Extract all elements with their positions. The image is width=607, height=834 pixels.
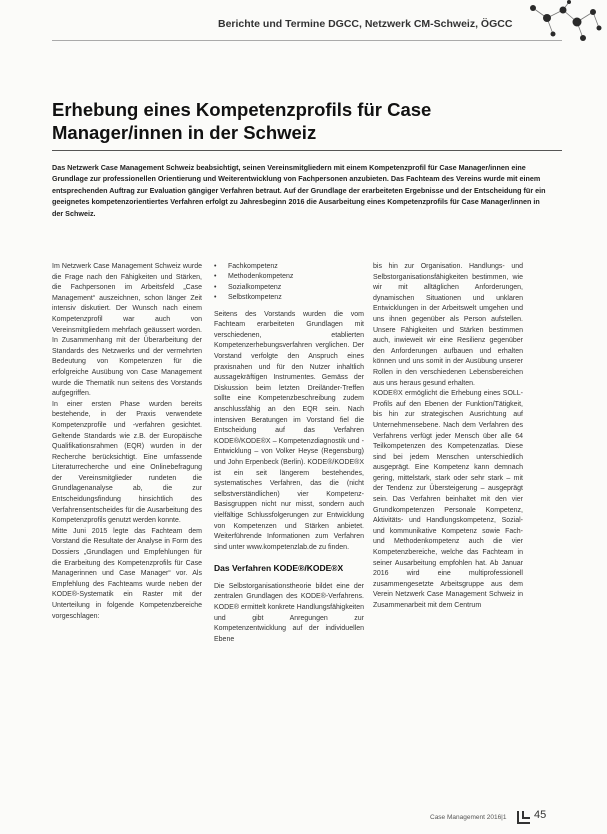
article-lead: Das Netzwerk Case Management Schweiz beabsichtigt, seinen Vereinsmitgliedern mit einem Kompetenzprofil für Case Manager/innen eine Grundlage zur professionellen Orientierung und Weiterentwicklung von Fachpersonen anzubieten. Das Fachteam des Vereins wurde mit einem entsprechenden Auftrag zur Evaluation gängiger Verfahren betraut. Auf der Grundlage der erarbeiteten Ergebnisse und der Entscheidung für ein geeignetes kompetenzorientiertes Verfahren erfolgt zu Jahresbeginn 2016 die Ausarbeitung eines Kompetenzprofils für Case Manager/innen in der Schweiz. bbox=[52, 163, 546, 218]
paragraph: KODE®X ermöglicht die Erhebung eines SOLL-Profils auf den Ebenen der Funktion/Tätigkeit, bis hin zur strategischen Ausrichtung auf Unternehmensebene. Nach dem Verfahren des Verfahrens verfügt jeder Mensch über alle 64 Teilkompetenzen des Kompetenzatlas. Diese sind bei jedem Menschen unterschiedlich ausgeprägt. Eine Kompetenz kann demnach gering, mittelstark, stark oder sehr stark – mit der Tendenz zur Übersteigerung – ausgeprägt sein. Das Verfahren beinhaltet mit den vier Grundkompetenzen Personale Kompetenz, Aktivitäts- und Handlungskompetenz, Sozial- und kommunikative Kompetenz sowie Fach- und Methodenkompetenz auch die vier Kompetenzbereiche, welche das Fachteam in seiner Ausarbeitung empfohlen hat. Ab Januar 2016 wird eine multiprofessionell zusammengesetzte Arbeitsgruppe aus dem Verein Netzwerk Case Management Schweiz in Zusammenarbeit mit dem Centrum bbox=[373, 390, 523, 609]
paragraph: Die Selbstorganisationstheorie bildet eine der zentralen Grundlagen des KODE®-Verfahrens. KODE® ermittelt konkrete Handlungsfähigkeiten und gibt Anregungen zur Kompetenzentwicklung auf der individuellen Ebene bbox=[214, 582, 364, 643]
list-item: • Selbstkompetenz bbox=[214, 293, 364, 303]
header-divider bbox=[52, 40, 562, 41]
list-item: • Fachkompetenz bbox=[214, 262, 364, 272]
logo-icon bbox=[517, 810, 531, 824]
page-number: 45 bbox=[534, 809, 547, 821]
paragraph: bis hin zur Organisation. Handlungs- und Selbstorganisationsfähigkeiten bestimmen, wie wir mit alltäglichen Anforderungen, dynamischen Situationen und unklaren Entwicklungen in der Arbeitswelt umgehen und uns ihnen gegenüber als Person aufstellen. Unsere Fähigkeiten und Stärken bestimmen auch, inwieweit wir eine Resilienz gegenüber den Anforderungen aufbauen und erhalten können und uns somit in der Ausübung unserer Rollen in den verschiedenen Lebensbereichen aus uns heraus gesund erhalten. bbox=[373, 263, 523, 387]
article-title: Erhebung eines Kompetenzprofils für Case Manager/innen in der Schweiz bbox=[52, 99, 432, 143]
title-divider bbox=[52, 150, 562, 151]
list-item: • Methodenkompetenz bbox=[214, 272, 364, 282]
subheading: Das Verfahren KODE®/KODE®X bbox=[214, 563, 344, 574]
paragraph: Mitte Juni 2015 legte das Fachteam dem Vorstand die Resultate der Analyse in Form des Dossiers „Grundlagen und Empfehlungen für die Erarbeitung des Kompetenzprofils für Case Managerinnen und Case Manager“ vor. Als Empfehlung des Fachteams wurde neben der KODE®-Systematik ein Raster mit der Unterteilung in folgende Kompetenzbereiche vorgeschlagen: bbox=[52, 527, 202, 620]
paragraph: Seitens des Vorstands wurden die vom Fachteam erarbeiteten Grundlagen mit verschiedenen, etablierten Kompetenzerhebungsverfahren verglichen. Der Vorstand verfolgte den Anspruch eines praxisnahen und für den Nutzer inhaltlich aussagekräftigen Instrumentes. Gemäss der Diskussion beim letzten Dreiländer-Treffen sollte eine Kompetenzbeschreibung zudem anschlussfähig an den EQR sein. Nach intensiven Beratungen im Vorstand fiel die Entscheidung auf das Verfahren KODE®/KODE®X – Kompetenzdiagnostik und -Entwicklung – von Volker Heyse (Regensburg) und John Erpenbeck (Berlin). KODE®/KODE®X ist ein seit längerem bestehendes, systematisches Verfahren, das die (nicht selbstverständlichen) vier Kompetenz-Basisgruppen nicht nur misst, sondern auch vielfältige Schlussfolgerungen zur Entwicklung von Kompetenzen und Stärken anbietet. Weiterführende Informationen zum Verfahren sind unter www.kompetenzlab.de zu finden. bbox=[214, 310, 364, 551]
column-2 bbox=[214, 262, 364, 645]
magazine-name: Case Management 2016|1 bbox=[430, 814, 507, 821]
page-footer bbox=[430, 808, 580, 828]
section-header: Berichte und Termine DGCC, Netzwerk CM-Schweiz, ÖGCC bbox=[218, 18, 513, 30]
competence-list bbox=[214, 262, 364, 304]
paragraph: In einer ersten Phase wurden bereits bestehende, in der Praxis verwendete Kompetenzprofile und -verfahren gesichtet. Geltende Standards wie z.B. der Europäische Qualifikationsrahmen (EQR) wurden in der Recherche berücksichtigt. Eine umfassende Literaturrecherche und eine Onlinebefragung der Vereinsmitglieder rundeten die Grundlagenanalyse ab, die zur Entscheidungsfindung hinsichtlich des Verfahrensentscheides für die Ausarbeitung des Kompetenzprofils genutzt werden konnte. bbox=[52, 400, 202, 525]
paragraph: Im Netzwerk Case Management Schweiz wurde die Frage nach den Fähigkeiten und Stärken, die Fachpersonen im Arbeitsfeld „Case Management“ auszeichnen, schon länger Zeit intensiv diskutiert. Der Wunsch nach einem Kompetenzprofil war auch von Vereinsmitgliedern mehrfach geäussert worden. In Zusammenhang mit der Überarbeitung der Standards des Netzwerks und der vermehrten Bedeutung von Kompetenzen für die erfolgreiche Ausübung von Case Management wurde die Thematik nun seitens des Vorstands aufgegriffen. bbox=[52, 263, 202, 398]
column-3 bbox=[373, 262, 523, 612]
molecule-icon bbox=[523, 0, 603, 44]
column-1 bbox=[52, 262, 202, 622]
list-item: • Sozialkompetenz bbox=[214, 283, 364, 293]
